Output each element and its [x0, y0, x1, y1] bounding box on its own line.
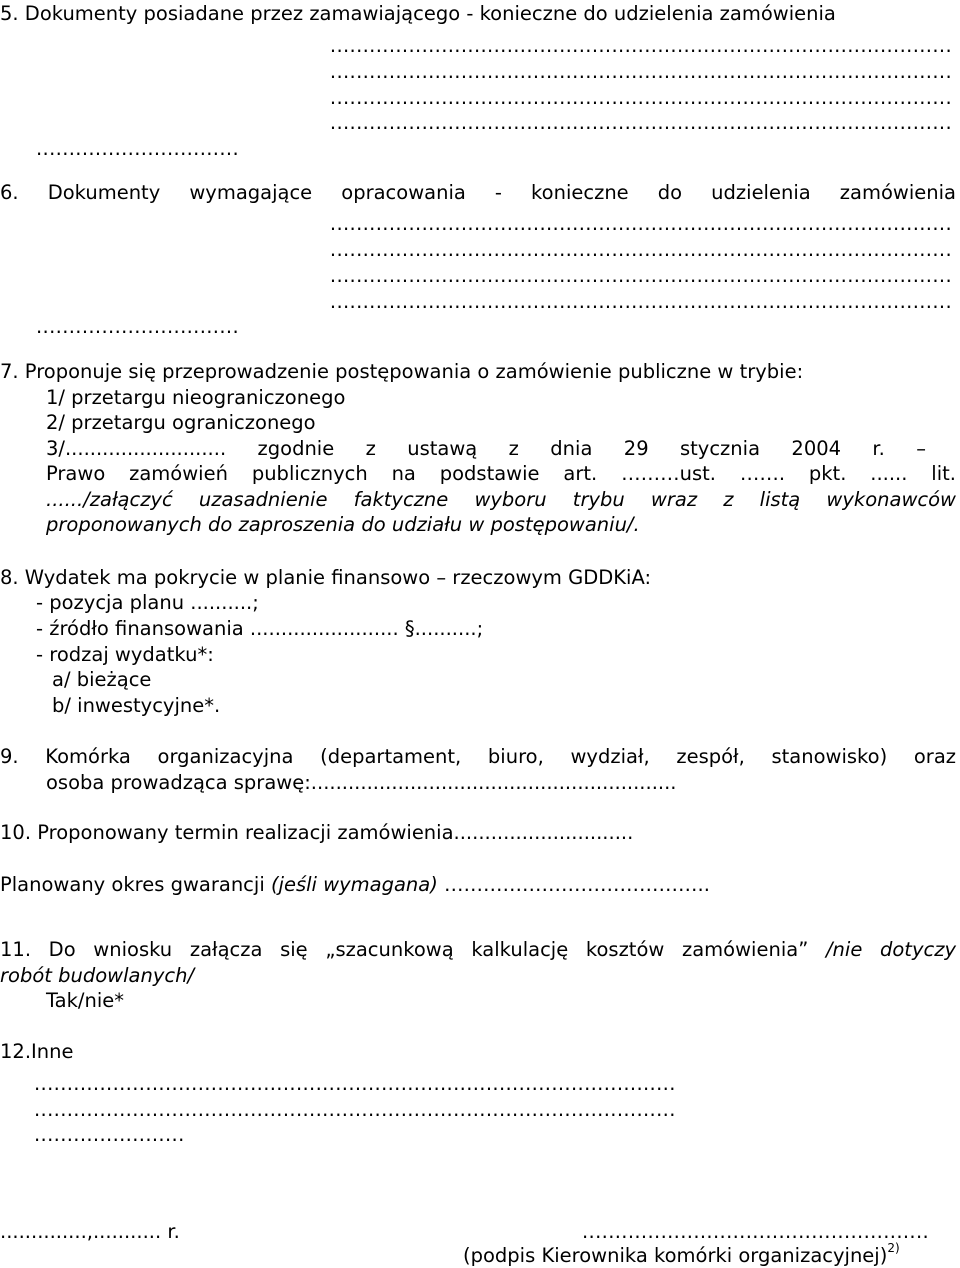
signature-caption-text: (podpis Kierownika komórki organizacyjnej) — [463, 1244, 888, 1267]
place-date-line: ..............,........... r. — [0, 1220, 180, 1243]
tender-option-other: 3/.......................... zgodnie z ustawą z dnia 29 stycznia 2004 r. – — [46, 437, 926, 460]
guarantee-label: Planowany okres gwarancji — [0, 873, 271, 896]
tender-option-limited: 2/ przetargu ograniczonego — [46, 411, 316, 434]
section-11-note-cont: robót budowlanych/ — [0, 964, 195, 987]
section-12-title: 12.Inne — [0, 1040, 74, 1063]
signature-caption — [463, 1241, 900, 1268]
responsible-person-line: osoba prowadząca sprawę:........................................................... — [46, 771, 677, 794]
section-5-dotted-line: ............................... — [36, 137, 240, 160]
guarantee-condition: (jeśli wymagana) — [270, 873, 438, 896]
section-12-dotted-line: .................................................................................................. — [34, 1098, 676, 1121]
expense-type-current: a/ bieżące — [52, 668, 152, 691]
section-5-title: 5. Dokumenty posiadane przez zamawiającego - konieczne do udzielenia zamówienia — [0, 2, 836, 25]
section-6-dotted-line: ............................................................................................... — [329, 212, 952, 235]
law-reference-line: Prawo zamówień publicznych na podstawie art. ………ust. ……. pkt. ...... lit. — [46, 462, 956, 485]
section-11-note: /nie dotyczy — [825, 938, 956, 961]
footnote-marker: 2) — [887, 1241, 900, 1255]
section-5-dotted-line: ............................................................................................... — [329, 60, 952, 83]
section-8-title: 8. Wydatek ma pokrycie w planie finansowo – rzeczowym GDDKiA: — [0, 566, 652, 589]
expense-type-label: - rodzaj wydatku*: — [36, 643, 214, 666]
section-6-dotted-line: ............................................................................................... — [329, 290, 952, 313]
section-11-text: 11. Do wniosku załącza się „szacunkową kalkulację kosztów zamówienia” — [0, 938, 826, 961]
section-10-title: 10. Proponowany termin realizacji zamówienia............................. — [0, 821, 634, 844]
section-5-dotted-line: ............................................................................................... — [329, 111, 952, 134]
section-6-title: 6. Dokumenty wymagające opracowania - konieczne do udzielenia zamówienia — [0, 181, 956, 204]
justification-note-cont: proponowanych do zaproszenia do udziału w postępowaniu/. — [46, 513, 640, 536]
section-12-dotted-line: ....................... — [34, 1123, 185, 1146]
justification-note: ....../załączyć uzasadnienie faktyczne wyboru trybu wraz z listą wykonawców — [46, 488, 956, 511]
section-5-dotted-line: ............................................................................................... — [329, 86, 952, 109]
section-9-title: 9. Komórka organizacyjna (departament, biuro, wydział, zespół, stanowisko) oraz — [0, 745, 956, 768]
expense-type-investment: b/ inwestycyjne*. — [52, 694, 221, 717]
yes-no-answer: Tak/nie* — [46, 989, 125, 1012]
section-6-dotted-line: ............................................................................................... — [329, 264, 952, 287]
section-6-dotted-line: ............................... — [36, 315, 240, 338]
section-6-dotted-line: ............................................................................................... — [329, 238, 952, 261]
funding-source-line: - źródło finansowania ........................ §..........; — [36, 617, 484, 640]
section-12-dotted-line: .................................................................................................. — [34, 1072, 676, 1095]
tender-option-unlimited: 1/ przetargu nieograniczonego — [46, 386, 346, 409]
guarantee-period-line — [0, 873, 710, 897]
signature-dotted-line: ..................................................... — [582, 1220, 930, 1243]
section-5-dotted-line: ............................................................................................... — [329, 34, 952, 57]
section-7-title: 7. Proponuje się przeprowadzenie postępowania o zamówienie publiczne w trybie: — [0, 360, 804, 383]
section-11-title — [0, 938, 956, 962]
guarantee-dots: ………………………………….. — [437, 873, 710, 896]
budget-position-line: - pozycja planu ..........; — [36, 591, 259, 614]
